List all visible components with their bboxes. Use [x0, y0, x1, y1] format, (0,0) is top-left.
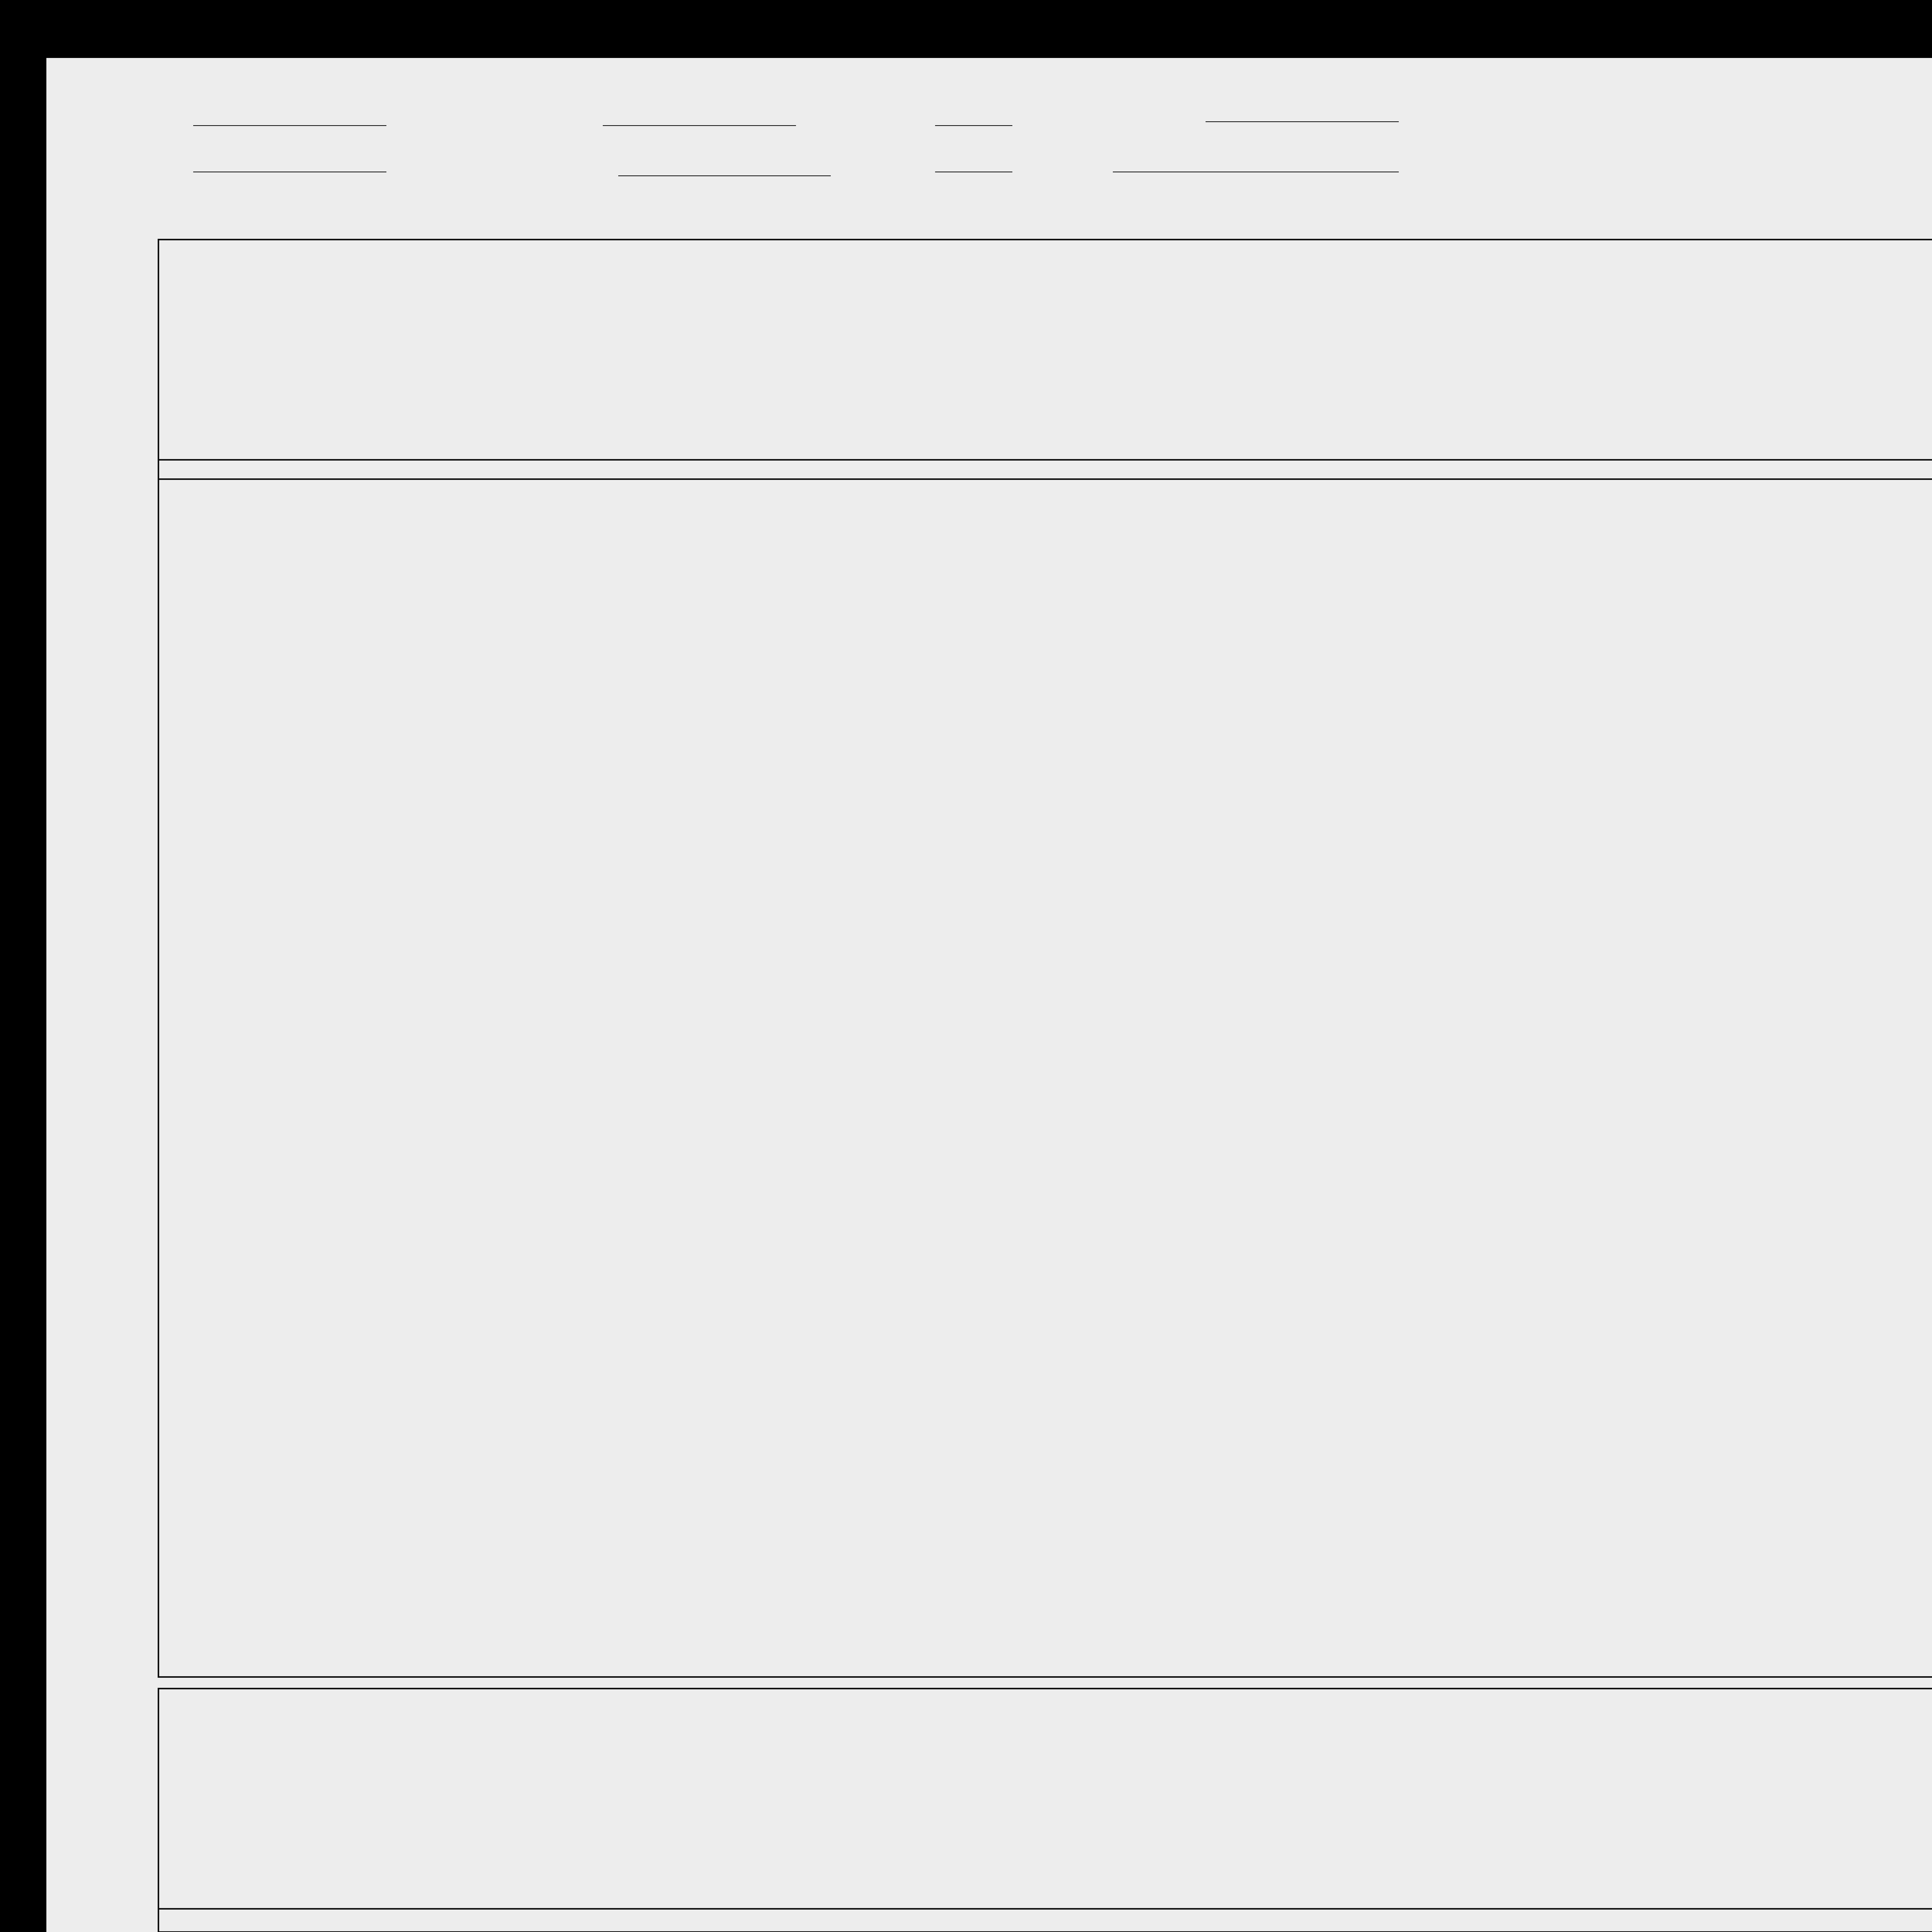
paper [46, 58, 1932, 1932]
